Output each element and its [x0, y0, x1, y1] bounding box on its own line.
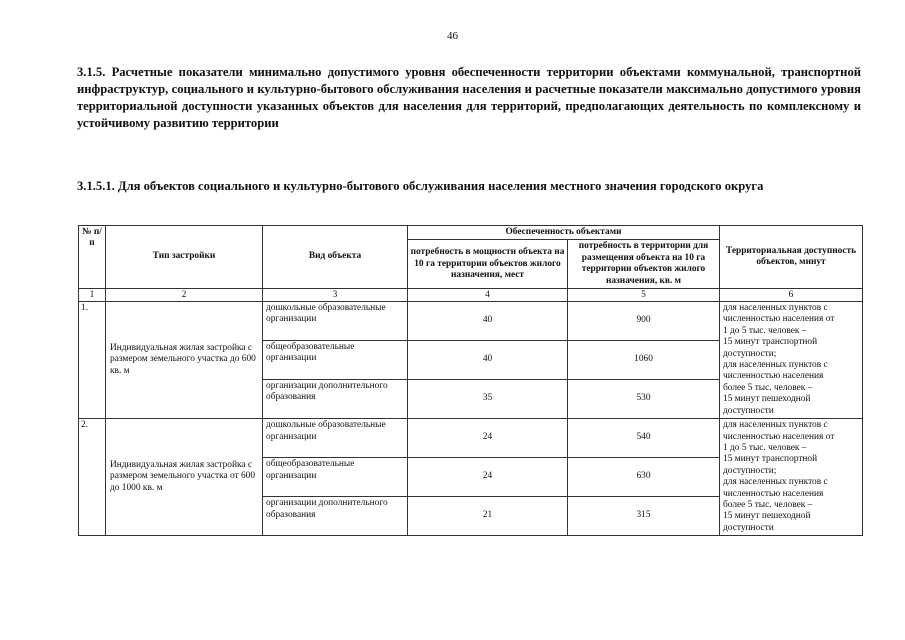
- object-type: дошкольные образовательные организации: [263, 302, 408, 341]
- accessibility-line: 1 до 5 тыс. человек –: [723, 442, 807, 453]
- accessibility-line: численностью населения: [723, 371, 824, 382]
- accessibility-line: 1 до 5 тыс. человек –: [723, 325, 807, 336]
- accessibility-line: доступности: [723, 522, 774, 533]
- subsection-heading: 3.1.5.1. Для объектов социального и культурно-бытового обслуживания населения местного значения городского округа: [77, 179, 764, 193]
- column-number: 6: [720, 289, 863, 302]
- header-num: № п/п: [79, 226, 106, 289]
- accessibility-line: для населенных пунктов с: [723, 360, 828, 371]
- column-number: 3: [263, 289, 408, 302]
- area-value: 315: [568, 497, 720, 536]
- accessibility-text: [720, 419, 863, 536]
- table-row: [79, 419, 863, 458]
- object-type: общеобразовательные организации: [263, 341, 408, 380]
- accessibility-line: для населенных пунктов с: [723, 420, 828, 431]
- object-type: организации дополнительного образования: [263, 497, 408, 536]
- header-provision: Обеспеченность объектами: [408, 226, 720, 240]
- accessibility-line: доступности;: [723, 348, 777, 359]
- accessibility-line: численностью населения от: [723, 314, 835, 325]
- area-value: 530: [568, 380, 720, 419]
- table-body: [79, 302, 863, 536]
- header-type: Тип застройки: [106, 226, 263, 289]
- capacity-value: 21: [408, 497, 568, 536]
- header-object: Вид объекта: [263, 226, 408, 289]
- header-area: потребность в территории для размещения объекта на 10 га территории объектов жилого назначения, кв. м: [568, 240, 720, 289]
- header-access: Территориальная доступность объектов, минут: [720, 226, 863, 289]
- column-numbers-row: [79, 289, 863, 302]
- development-type: Индивидуальная жилая застройка с размером земельного участка до 600 кв. м: [106, 302, 263, 419]
- object-type: дошкольные образовательные организации: [263, 419, 408, 458]
- section-heading: 3.1.5. Расчетные показатели минимально допустимого уровня обеспеченности территории объектами коммунальной, транспортной инфраструктур, социального и культурно-бытового обслуживания населения и расчетные показатели максимально допустимого уровня территориальной доступности указанных объектов для населения для территорий, предполагающих деятельность по комплексному и устойчивому развитию территории: [77, 65, 861, 130]
- accessibility-line: доступности;: [723, 465, 777, 476]
- area-value: 1060: [568, 341, 720, 380]
- accessibility-text: [720, 302, 863, 419]
- column-number: 5: [568, 289, 720, 302]
- area-value: 630: [568, 458, 720, 497]
- row-number: 2.: [79, 419, 106, 536]
- capacity-value: 24: [408, 458, 568, 497]
- capacity-value: 40: [408, 302, 568, 341]
- standards-table: [78, 225, 863, 536]
- accessibility-line: более 5 тыс. человек –: [723, 499, 813, 510]
- capacity-value: 24: [408, 419, 568, 458]
- header-capacity: потребность в мощности объекта на 10 га территории объектов жилого назначения, мест: [408, 240, 568, 289]
- accessibility-line: для населенных пунктов с: [723, 303, 828, 314]
- column-number: 4: [408, 289, 568, 302]
- accessibility-line: более 5 тыс. человек –: [723, 382, 813, 393]
- accessibility-line: 15 минут пешеходной: [723, 394, 811, 405]
- area-value: 900: [568, 302, 720, 341]
- page-number: 46: [447, 30, 458, 42]
- capacity-value: 35: [408, 380, 568, 419]
- capacity-value: 40: [408, 341, 568, 380]
- accessibility-line: численностью населения от: [723, 431, 835, 442]
- development-type: Индивидуальная жилая застройка с размером земельного участка от 600 до 1000 кв. м: [106, 419, 263, 536]
- accessibility-line: численностью населения: [723, 488, 824, 499]
- object-type: общеобразовательные организации: [263, 458, 408, 497]
- accessibility-line: доступности: [723, 405, 774, 416]
- area-value: 540: [568, 419, 720, 458]
- column-number: 2: [106, 289, 263, 302]
- accessibility-line: 15 минут пешеходной: [723, 511, 811, 522]
- object-type: организации дополнительного образования: [263, 380, 408, 419]
- column-number: 1: [79, 289, 106, 302]
- row-number: 1.: [79, 302, 106, 419]
- table-row: [79, 302, 863, 341]
- accessibility-line: 15 минут транспортной: [723, 454, 818, 465]
- accessibility-line: 15 минут транспортной: [723, 337, 818, 348]
- accessibility-line: для населенных пунктов с: [723, 477, 828, 488]
